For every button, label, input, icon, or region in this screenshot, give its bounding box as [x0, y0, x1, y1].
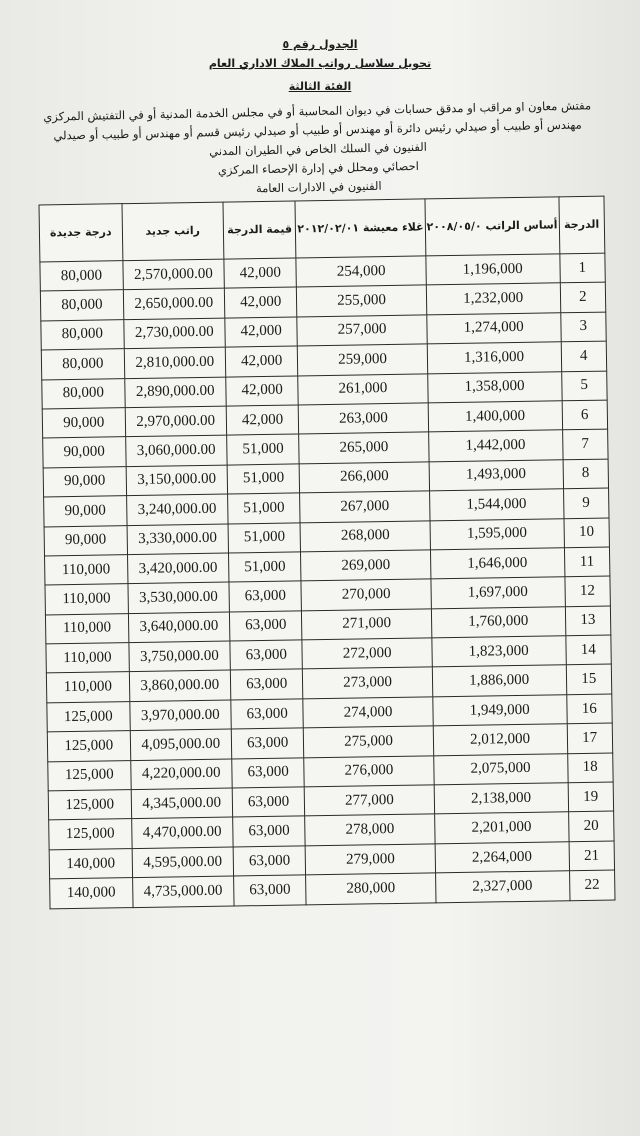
cell-base-salary: 1,196,000 [426, 254, 560, 285]
cell-cost-of-living: 257,000 [297, 315, 427, 346]
cell-grade-value: 51,000 [228, 522, 301, 553]
cell-cost-of-living: 271,000 [302, 609, 432, 640]
cell-new-grade: 110,000 [45, 555, 128, 586]
cell-new-grade: 80,000 [41, 319, 124, 350]
cell-new-grade: 90,000 [42, 408, 125, 439]
cell-cost-of-living: 280,000 [306, 873, 436, 904]
cell-cost-of-living: 274,000 [303, 697, 433, 728]
cell-cost-of-living: 267,000 [300, 491, 430, 522]
cell-grade: 3 [560, 312, 606, 342]
cell-new-salary: 3,970,000.00 [129, 700, 231, 731]
header-cost-of-living: غلاء معيشة ٢٠١٢/٠٢/٠١ [295, 199, 425, 258]
cell-grade: 13 [565, 606, 611, 636]
cell-grade: 22 [569, 870, 615, 900]
description-line: مهندس أو طبيب أو صيدلي رئيس دائرة أو مهندس أو طبيب أو صيدلي رئيس قسم أو مهندس أو طبيب أو صيدلي [53, 117, 582, 143]
cell-new-salary: 3,860,000.00 [129, 671, 231, 702]
cell-cost-of-living: 268,000 [300, 520, 430, 551]
cell-new-grade: 90,000 [44, 496, 127, 527]
cell-new-salary: 2,730,000.00 [123, 318, 225, 349]
cell-grade-value: 51,000 [227, 434, 300, 465]
cell-base-salary: 1,493,000 [429, 460, 563, 491]
cell-cost-of-living: 273,000 [303, 667, 433, 698]
cell-grade-value: 63,000 [231, 699, 304, 730]
cell-new-grade: 110,000 [45, 584, 128, 615]
cell-new-grade: 140,000 [49, 848, 132, 879]
table-number-title: الجدول رقم ٥ [282, 38, 358, 51]
cell-grade: 16 [566, 694, 612, 724]
cell-base-salary: 2,138,000 [434, 783, 568, 814]
cell-grade: 4 [561, 341, 607, 371]
cell-base-salary: 1,544,000 [429, 489, 563, 520]
cell-new-grade: 80,000 [42, 378, 125, 409]
cell-grade: 11 [564, 547, 610, 577]
cell-base-salary: 2,201,000 [434, 812, 568, 843]
cell-new-salary: 4,345,000.00 [131, 788, 233, 819]
cell-new-grade: 125,000 [47, 701, 130, 732]
cell-new-salary: 2,970,000.00 [125, 406, 227, 437]
cell-grade: 18 [567, 753, 613, 783]
cell-grade: 20 [568, 811, 614, 841]
cell-grade: 8 [563, 459, 609, 489]
cell-new-grade: 90,000 [43, 466, 126, 497]
cell-grade-value: 51,000 [228, 552, 301, 583]
cell-new-grade: 140,000 [50, 878, 133, 909]
cell-grade: 7 [562, 429, 608, 459]
cell-new-salary: 3,750,000.00 [129, 641, 231, 672]
cell-new-grade: 125,000 [48, 790, 131, 821]
table-body [40, 253, 615, 908]
cell-grade: 9 [563, 488, 609, 518]
cell-new-grade: 80,000 [41, 349, 124, 380]
cell-base-salary: 2,264,000 [435, 842, 569, 873]
cell-new-grade: 90,000 [43, 437, 126, 468]
cell-grade-value: 42,000 [225, 346, 298, 377]
cell-grade: 10 [564, 518, 610, 548]
cell-grade-value: 63,000 [233, 816, 306, 847]
cell-grade: 5 [561, 371, 607, 401]
cell-grade-value: 42,000 [226, 405, 299, 436]
cell-base-salary: 1,232,000 [426, 283, 560, 314]
cell-new-salary: 2,890,000.00 [124, 377, 226, 408]
cell-base-salary: 1,646,000 [430, 548, 564, 579]
category-title: الفئة الثالثة [288, 80, 352, 93]
cell-cost-of-living: 270,000 [301, 579, 431, 610]
cell-new-salary: 4,470,000.00 [131, 817, 233, 848]
cell-cost-of-living: 275,000 [304, 726, 434, 757]
cell-base-salary: 2,075,000 [433, 753, 567, 784]
cell-grade-value: 51,000 [227, 464, 300, 495]
header-new-salary: راتب جديد [122, 202, 224, 261]
cell-cost-of-living: 277,000 [305, 785, 435, 816]
cell-base-salary: 1,949,000 [432, 695, 566, 726]
cell-new-salary: 3,150,000.00 [126, 465, 228, 496]
cell-grade: 12 [565, 576, 611, 606]
cell-base-salary: 1,274,000 [426, 313, 560, 344]
cell-grade: 21 [569, 841, 615, 871]
cell-new-salary: 4,735,000.00 [132, 876, 234, 907]
cell-cost-of-living: 254,000 [296, 256, 426, 287]
cell-grade: 19 [568, 782, 614, 812]
cell-grade-value: 63,000 [230, 669, 303, 700]
description-line: الفنيون في السلك الخاص في الطيران المدني [209, 139, 427, 159]
cell-new-grade: 80,000 [40, 261, 123, 292]
cell-base-salary: 1,886,000 [432, 665, 566, 696]
cell-cost-of-living: 266,000 [300, 462, 430, 493]
cell-new-salary: 3,060,000.00 [125, 435, 227, 466]
cell-new-salary: 4,595,000.00 [132, 847, 234, 878]
cell-new-salary: 2,650,000.00 [123, 288, 225, 319]
cell-grade-value: 63,000 [233, 846, 306, 877]
cell-cost-of-living: 259,000 [298, 344, 428, 375]
cell-cost-of-living: 269,000 [301, 550, 431, 581]
cell-new-salary: 3,530,000.00 [128, 582, 230, 613]
description-line: الفنيون في الادارات العامة [255, 178, 382, 196]
cell-grade-value: 63,000 [229, 581, 302, 612]
cell-base-salary: 1,697,000 [431, 577, 565, 608]
cell-base-salary: 1,442,000 [428, 430, 562, 461]
cell-base-salary: 1,823,000 [432, 636, 566, 667]
cell-new-grade: 125,000 [49, 819, 132, 850]
cell-base-salary: 2,012,000 [433, 724, 567, 755]
cell-cost-of-living: 265,000 [299, 432, 429, 463]
cell-cost-of-living: 272,000 [302, 638, 432, 669]
cell-grade-value: 51,000 [228, 493, 301, 524]
cell-grade: 15 [566, 665, 612, 695]
cell-new-grade: 125,000 [48, 760, 131, 791]
cell-new-salary: 3,420,000.00 [127, 553, 229, 584]
cell-new-grade: 90,000 [44, 525, 127, 556]
cell-cost-of-living: 261,000 [298, 373, 428, 404]
job-description [27, 96, 609, 203]
cell-new-salary: 2,810,000.00 [124, 347, 226, 378]
cell-cost-of-living: 263,000 [299, 403, 429, 434]
cell-grade-value: 63,000 [232, 787, 305, 818]
cell-grade: 6 [562, 400, 608, 430]
cell-new-salary: 2,570,000.00 [123, 259, 225, 290]
cell-grade: 17 [567, 723, 613, 753]
cell-new-salary: 3,640,000.00 [128, 612, 230, 643]
cell-base-salary: 2,327,000 [435, 871, 569, 902]
cell-new-grade: 125,000 [47, 731, 130, 762]
cell-grade-value: 42,000 [224, 287, 297, 318]
header-grade-value: قيمة الدرجة [223, 201, 296, 259]
header-grade: الدرجة [559, 196, 605, 254]
cell-base-salary: 1,760,000 [431, 606, 565, 637]
cell-new-grade: 110,000 [46, 643, 129, 674]
cell-base-salary: 1,400,000 [428, 401, 562, 432]
document-title: تحويل سلاسل رواتب الملاك الاداري العام [208, 57, 432, 70]
description-line: مفتش معاون او مراقب او مدقق حسابات في ديوان المحاسبة أو في مجلس الخدمة المدنية أو في التفتيش المركزي [43, 98, 592, 124]
cell-cost-of-living: 279,000 [306, 844, 436, 875]
header-new-grade: درجة جديدة [39, 204, 123, 262]
cell-new-grade: 80,000 [40, 290, 123, 321]
cell-grade-value: 63,000 [234, 875, 307, 906]
cell-grade: 2 [560, 282, 606, 312]
header-base-salary: أساس الراتب ٢٠٠٨/٠٥/٠ [425, 197, 560, 256]
cell-grade-value: 63,000 [231, 728, 304, 759]
cell-new-salary: 3,240,000.00 [126, 494, 228, 525]
salary-table [39, 196, 616, 909]
cell-grade-value: 42,000 [225, 317, 298, 348]
cell-grade-value: 63,000 [229, 611, 302, 642]
cell-cost-of-living: 255,000 [297, 285, 427, 316]
cell-new-grade: 110,000 [46, 672, 129, 703]
cell-base-salary: 1,595,000 [430, 518, 564, 549]
description-line: احصائي ومحلل في إدارة الإحصاء المركزي [217, 158, 419, 178]
cell-grade: 14 [565, 635, 611, 665]
cell-new-salary: 3,330,000.00 [127, 524, 229, 555]
cell-grade-value: 63,000 [230, 640, 303, 671]
cell-cost-of-living: 278,000 [305, 814, 435, 845]
cell-base-salary: 1,316,000 [427, 342, 561, 373]
cell-grade-value: 42,000 [224, 258, 297, 289]
cell-grade-value: 42,000 [226, 375, 299, 406]
cell-cost-of-living: 276,000 [304, 755, 434, 786]
cell-new-salary: 4,220,000.00 [130, 759, 232, 790]
cell-new-salary: 4,095,000.00 [130, 729, 232, 760]
cell-grade: 1 [559, 253, 605, 283]
table-header-row [39, 196, 605, 262]
cell-grade-value: 63,000 [232, 758, 305, 789]
cell-base-salary: 1,358,000 [427, 371, 561, 402]
cell-new-grade: 110,000 [45, 613, 128, 644]
